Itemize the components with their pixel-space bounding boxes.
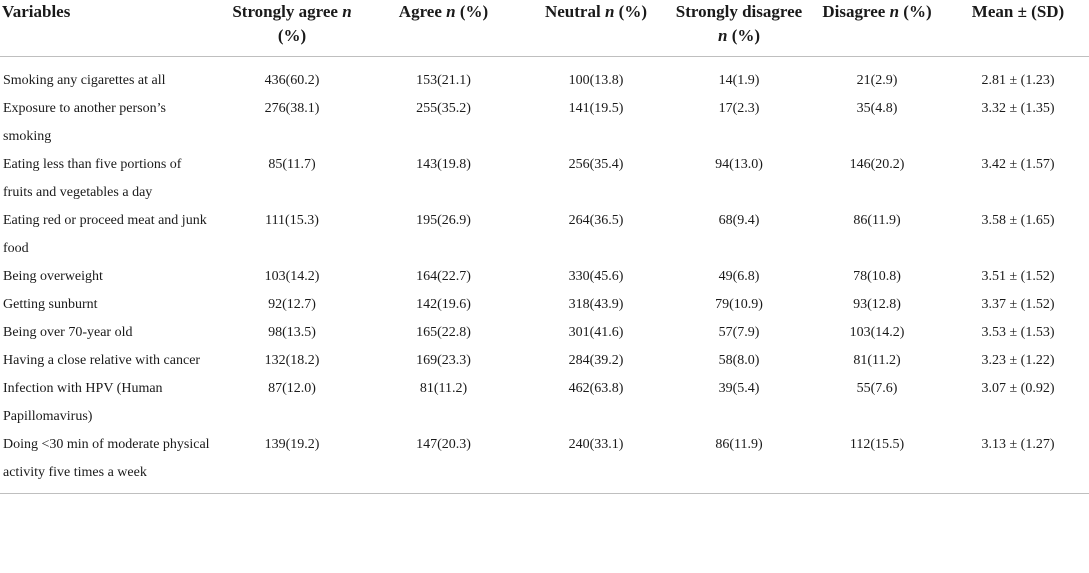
cell-variable: Eating red or proceed meat and junk food <box>3 213 207 256</box>
cell-agree: 255(35.2) <box>416 101 471 116</box>
cell-disagree: 103(14.2) <box>849 325 905 340</box>
cell-strongly-agree: 98(13.5) <box>268 325 316 340</box>
header-agree: Agree n (%) <box>366 0 521 57</box>
cell-mean-sd: 3.37 ± (1.52) <box>981 297 1055 312</box>
cell-strongly-agree: 436(60.2) <box>264 73 320 88</box>
header-mean-sd: Mean ± (SD) <box>947 0 1089 57</box>
cell-disagree: 93(12.8) <box>853 297 901 312</box>
cell-neutral: 462(63.8) <box>568 381 624 396</box>
cell-neutral: 301(41.6) <box>568 325 624 340</box>
header-strongly-agree: Strongly agree n (%) <box>218 0 366 57</box>
cell-agree: 142(19.6) <box>416 297 471 312</box>
cell-disagree: 81(11.2) <box>853 353 901 368</box>
table-row <box>0 263 1089 291</box>
cell-neutral: 141(19.5) <box>568 101 624 116</box>
cell-neutral: 100(13.8) <box>568 73 624 88</box>
cell-disagree: 146(20.2) <box>849 157 905 172</box>
cell-variable: Having a close relative with cancer <box>3 353 201 368</box>
cell-disagree: 112(15.5) <box>807 431 947 494</box>
cell-strongly-agree: 103(14.2) <box>264 269 320 284</box>
cell-variable: Being overweight <box>3 269 103 284</box>
cell-strongly-agree: 111(15.3) <box>265 213 319 228</box>
cell-disagree: 78(10.8) <box>853 269 901 284</box>
cell-strongly-disagree: 79(10.9) <box>715 297 763 312</box>
cell-neutral: 240(33.1) <box>521 431 671 494</box>
cell-mean-sd: 2.81 ± (1.23) <box>981 73 1055 88</box>
cell-mean-sd: 3.42 ± (1.57) <box>981 157 1055 172</box>
cell-strongly-disagree: 86(11.9) <box>671 431 807 494</box>
cell-agree: 165(22.8) <box>416 325 471 340</box>
table-row <box>0 151 1089 207</box>
cell-mean-sd: 3.23 ± (1.22) <box>981 353 1055 368</box>
cell-agree: 153(21.1) <box>416 73 471 88</box>
cell-neutral: 330(45.6) <box>568 269 624 284</box>
table-row <box>0 319 1089 347</box>
cell-variable: Getting sunburnt <box>3 297 98 312</box>
header-disagree: Disagree n (%) <box>807 0 947 57</box>
table-row <box>0 431 1089 494</box>
cell-strongly-agree: 92(12.7) <box>268 297 316 312</box>
cell-disagree: 55(7.6) <box>856 381 898 396</box>
table-header <box>0 0 1089 57</box>
table-row <box>0 207 1089 263</box>
cell-neutral: 264(36.5) <box>568 213 624 228</box>
cell-strongly-disagree: 57(7.9) <box>718 325 760 340</box>
cell-disagree: 86(11.9) <box>853 213 901 228</box>
cell-variable: Smoking any cigarettes at all <box>3 73 166 88</box>
cell-strongly-agree: 139(19.2) <box>218 431 366 494</box>
cell-neutral: 284(39.2) <box>568 353 624 368</box>
cell-agree: 147(20.3) <box>366 431 521 494</box>
cell-strongly-disagree: 39(5.4) <box>718 381 760 396</box>
cell-agree: 164(22.7) <box>416 269 471 284</box>
cell-mean-sd: 3.13 ± (1.27) <box>947 431 1089 494</box>
table-row <box>0 375 1089 431</box>
cell-strongly-agree: 132(18.2) <box>264 353 320 368</box>
cell-strongly-disagree: 49(6.8) <box>718 269 760 284</box>
cell-disagree: 21(2.9) <box>856 73 898 88</box>
cell-agree: 195(26.9) <box>416 213 471 228</box>
header-strongly-disagree: Strongly disagree n (%) <box>671 0 807 57</box>
cell-mean-sd: 3.53 ± (1.53) <box>981 325 1055 340</box>
header-variables: Variables <box>0 0 218 57</box>
cell-variable: Infection with HPV (Human Papillomavirus) <box>3 381 163 424</box>
cell-strongly-disagree: 58(8.0) <box>718 353 760 368</box>
cell-mean-sd: 3.07 ± (0.92) <box>981 381 1055 396</box>
table-row <box>0 291 1089 319</box>
cell-strongly-agree: 276(38.1) <box>264 101 320 116</box>
table-row <box>0 57 1089 96</box>
cell-mean-sd: 3.32 ± (1.35) <box>981 101 1055 116</box>
cell-agree: 143(19.8) <box>416 157 471 172</box>
cell-variable: Being over 70-year old <box>3 325 133 340</box>
cell-agree: 81(11.2) <box>419 381 468 396</box>
cell-neutral: 318(43.9) <box>568 297 624 312</box>
cell-strongly-agree: 87(12.0) <box>268 381 316 396</box>
cell-strongly-agree: 85(11.7) <box>268 157 316 172</box>
cell-variable: Doing <30 min of moderate physical activity five times a week <box>0 431 218 494</box>
cell-strongly-disagree: 94(13.0) <box>715 157 763 172</box>
cell-strongly-disagree: 14(1.9) <box>718 73 760 88</box>
table-row <box>0 347 1089 375</box>
cell-variable: Eating less than five portions of fruits and vegetables a day <box>3 157 182 200</box>
cell-mean-sd: 3.51 ± (1.52) <box>981 269 1055 284</box>
cell-strongly-disagree: 17(2.3) <box>718 101 760 116</box>
cell-disagree: 35(4.8) <box>856 101 898 116</box>
cell-neutral: 256(35.4) <box>568 157 624 172</box>
header-row <box>0 0 1089 57</box>
table-body <box>0 57 1089 494</box>
table-row <box>0 95 1089 151</box>
cell-strongly-disagree: 68(9.4) <box>718 213 760 228</box>
cell-agree: 169(23.3) <box>416 353 471 368</box>
cell-mean-sd: 3.58 ± (1.65) <box>981 213 1055 228</box>
cell-variable: Exposure to another person’s smoking <box>3 101 166 144</box>
header-neutral: Neutral n (%) <box>521 0 671 57</box>
